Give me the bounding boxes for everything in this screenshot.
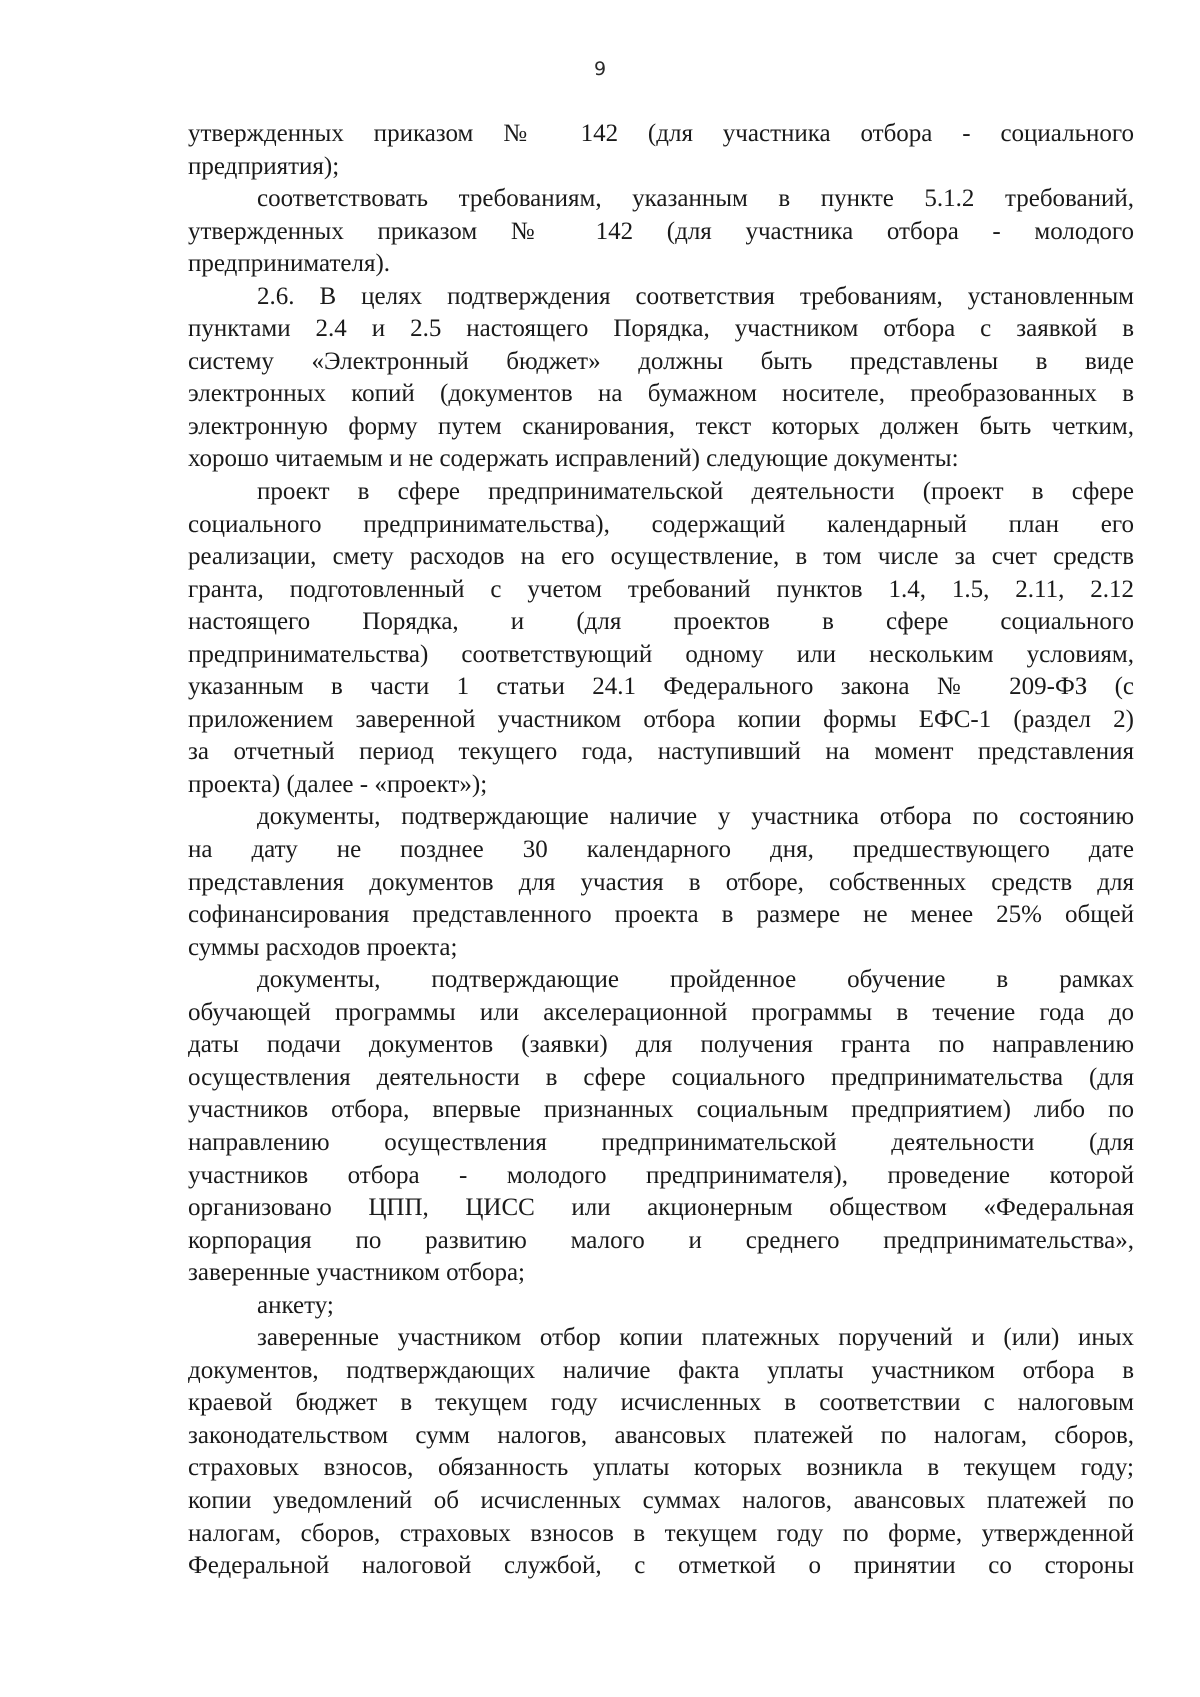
text-line: на дату не позднее 30 календарного дня, предшествующего дате [188,836,1134,864]
text-line: участников отбора - молодого предпринимателя), проведение которой [188,1161,1134,1189]
text-line: копии уведомлений об исчисленных суммах налогов, авансовых платежей по [188,1486,1134,1514]
text-line: социального предпринимательства), содержащий календарный план его [188,510,1134,538]
text-line: участников отбора, впервые признанных социальным предприятием) либо по [188,1096,1134,1124]
text-line: законодательством сумм налогов, авансовых платежей по налогам, сборов, [188,1421,1134,1449]
text-line: Федеральной налоговой службой, с отметкой о принятии со стороны [188,1552,1134,1580]
text-line: реализации, смету расходов на его осуществление, в том числе за счет средств [188,543,1134,571]
text-line: суммы расходов проекта; [188,933,458,961]
text-line: документы, подтверждающие пройденное обучение в рамках [257,966,1134,994]
text-line: анкету; [257,1291,334,1319]
text-line: направлению осуществления предпринимательской деятельности (для [188,1128,1134,1156]
text-line: документов, подтверждающих наличие факта уплаты участником отбора в [188,1356,1134,1384]
text-line: страховых взносов, обязанность уплаты которых возникла в текущем году; [188,1454,1134,1482]
text-line: заверенные участником отбора; [188,1259,525,1287]
text-line: систему «Электронный бюджет» должны быть представлены в виде [188,347,1134,375]
page-number: 9 [593,58,607,80]
text-line: указанным в части 1 статьи 24.1 Федерального закона № 209-ФЗ (с [188,673,1134,701]
text-line: электронную форму путем сканирования, текст которых должен быть четким, [188,412,1134,440]
text-line: даты подачи документов (заявки) для получения гранта по направлению [188,1031,1134,1059]
text-line: осуществления деятельности в сфере социального предпринимательства (для [188,1063,1134,1091]
text-line: организовано ЦПП, ЦИСС или акционерным обществом «Федеральная [188,1194,1134,1222]
text-line: предпринимателя). [188,250,391,278]
text-line: электронных копий (документов на бумажном носителе, преобразованных в [188,380,1134,408]
text-line: налогам, сборов, страховых взносов в текущем году по форме, утвержденной [188,1519,1134,1547]
text-line: настоящего Порядка, и (для проектов в сфере социального [188,608,1134,636]
text-line: корпорация по развитию малого и среднего предпринимательства», [188,1226,1134,1254]
text-line: утвержденных приказом № 142 (для участника отбора - молодого [188,217,1134,245]
text-line: заверенные участником отбор копии платежных поручений и (или) иных [257,1324,1134,1352]
text-line: документы, подтверждающие наличие у участника отбора по состоянию [257,803,1134,831]
text-line: проекта) (далее - «проект»); [188,770,488,798]
text-line: за отчетный период текущего года, наступивший на момент представления [188,738,1134,766]
text-line: представления документов для участия в отборе, собственных средств для [188,868,1134,896]
text-line: соответствовать требованиям, указанным в пункте 5.1.2 требований, [257,185,1134,213]
text-line: гранта, подготовленный с учетом требований пунктов 1.4, 1.5, 2.11, 2.12 [188,575,1134,603]
document-body [188,118,1134,1583]
text-line: предприятия); [188,152,340,180]
text-line: проект в сфере предпринимательской деятельности (проект в сфере [257,478,1134,506]
text-line: предпринимательства) соответствующий одному или нескольким условиям, [188,640,1134,668]
text-line: утвержденных приказом № 142 (для участника отбора - социального [188,120,1134,147]
text-line: краевой бюджет в текущем году исчисленных в соответствии с налоговым [188,1389,1134,1417]
text-line: софинансирования представленного проекта в размере не менее 25% общей [188,901,1134,929]
text-line: обучающей программы или акселерационной программы в течение года до [188,998,1134,1026]
text-line: приложением заверенной участником отбора копии формы ЕФС-1 (раздел 2) [188,705,1134,733]
text-line: хорошо читаемым и не содержать исправлений) следующие документы: [188,445,959,473]
text-line: пунктами 2.4 и 2.5 настоящего Порядка, участником отбора с заявкой в [188,315,1134,343]
text-line: 2.6. В целях подтверждения соответствия требованиям, установленным [257,282,1134,310]
